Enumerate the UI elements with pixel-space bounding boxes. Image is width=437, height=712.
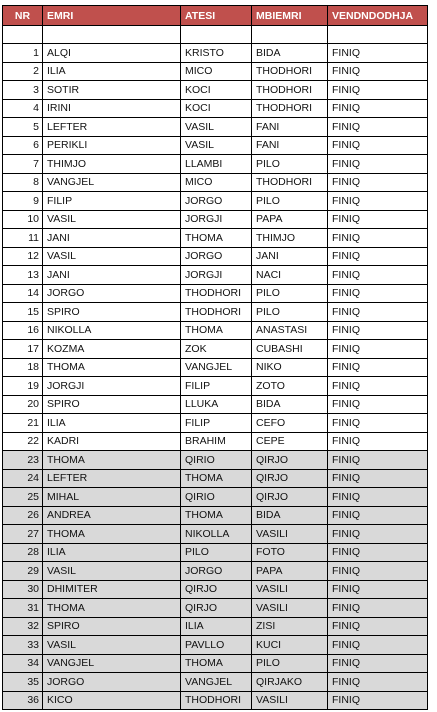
- table-row: [3, 44, 428, 63]
- cell-emri[interactable]: VASIL: [43, 210, 181, 229]
- table-row: [3, 247, 428, 266]
- cell-atesi[interactable]: QIRIO: [181, 451, 252, 470]
- table-row: [3, 173, 428, 192]
- cell-atesi[interactable]: FILIP: [181, 377, 252, 396]
- table-row: [3, 210, 428, 229]
- cell-vendndodhja[interactable]: FINIQ: [328, 266, 428, 285]
- cell-atesi[interactable]: THOMA: [181, 469, 252, 488]
- cell-mbiemri[interactable]: NIKO: [252, 358, 328, 377]
- cell-atesi[interactable]: KOCI: [181, 99, 252, 118]
- cell-nr[interactable]: 2: [3, 62, 43, 81]
- cell-vendndodhja[interactable]: FINIQ: [328, 525, 428, 544]
- cell-nr[interactable]: 14: [3, 284, 43, 303]
- cell-mbiemri[interactable]: FANI: [252, 118, 328, 137]
- cell-atesi[interactable]: FILIP: [181, 414, 252, 433]
- table-row: [3, 432, 428, 451]
- cell-mbiemri[interactable]: VASILI: [252, 580, 328, 599]
- cell-vendndodhja[interactable]: FINIQ: [328, 488, 428, 507]
- cell-nr[interactable]: 36: [3, 691, 43, 710]
- table-row: [3, 155, 428, 174]
- table-row: [3, 321, 428, 340]
- cell-vendndodhja[interactable]: FINIQ: [328, 210, 428, 229]
- cell-mbiemri[interactable]: CEFO: [252, 414, 328, 433]
- table-row: [3, 136, 428, 155]
- cell-vendndodhja[interactable]: FINIQ: [328, 654, 428, 673]
- table-row: [3, 303, 428, 322]
- cell-nr[interactable]: 25: [3, 488, 43, 507]
- cell-nr[interactable]: 31: [3, 599, 43, 618]
- cell-vendndodhja[interactable]: FINIQ: [328, 506, 428, 525]
- cell-mbiemri[interactable]: FANI: [252, 136, 328, 155]
- cell-vendndodhja[interactable]: FINIQ: [328, 340, 428, 359]
- cell-emri[interactable]: ILIA: [43, 62, 181, 81]
- cell-emri[interactable]: JORGO: [43, 673, 181, 692]
- table-row: [3, 543, 428, 562]
- cell-emri[interactable]: ILIA: [43, 414, 181, 433]
- cell-nr[interactable]: 13: [3, 266, 43, 285]
- table-row: [3, 99, 428, 118]
- cell-mbiemri[interactable]: VASILI: [252, 525, 328, 544]
- cell-emri[interactable]: VANGJEL: [43, 173, 181, 192]
- cell-emri[interactable]: VANGJEL: [43, 654, 181, 673]
- cell-emri[interactable]: JORGJI: [43, 377, 181, 396]
- cell-emri[interactable]: JANI: [43, 229, 181, 248]
- cell-emri[interactable]: IRINI: [43, 99, 181, 118]
- cell-emri[interactable]: PERIKLI: [43, 136, 181, 155]
- cell-mbiemri[interactable]: PILO: [252, 654, 328, 673]
- cell-nr[interactable]: 7: [3, 155, 43, 174]
- cell-atesi[interactable]: LLAMBI: [181, 155, 252, 174]
- cell-mbiemri[interactable]: BIDA: [252, 506, 328, 525]
- cell-nr[interactable]: 34: [3, 654, 43, 673]
- cell-atesi[interactable]: JORGJI: [181, 266, 252, 285]
- cell-emri[interactable]: VASIL: [43, 247, 181, 266]
- cell-atesi[interactable]: THOMA: [181, 506, 252, 525]
- cell-vendndodhja[interactable]: FINIQ: [328, 432, 428, 451]
- cell-nr[interactable]: 11: [3, 229, 43, 248]
- cell-vendndodhja[interactable]: FINIQ: [328, 62, 428, 81]
- cell-emri[interactable]: LEFTER: [43, 469, 181, 488]
- cell-mbiemri[interactable]: PILO: [252, 155, 328, 174]
- cell-emri[interactable]: THOMA: [43, 599, 181, 618]
- cell-atesi[interactable]: KRISTO: [181, 44, 252, 63]
- cell-nr[interactable]: 4: [3, 99, 43, 118]
- cell-nr[interactable]: 10: [3, 210, 43, 229]
- cell-vendndodhja[interactable]: FINIQ: [328, 247, 428, 266]
- table-row: [3, 229, 428, 248]
- cell-vendndodhja[interactable]: FINIQ: [328, 395, 428, 414]
- cell-vendndodhja[interactable]: FINIQ: [328, 99, 428, 118]
- cell-atesi[interactable]: QIRJO: [181, 580, 252, 599]
- cell-mbiemri[interactable]: JANI: [252, 247, 328, 266]
- cell-emri[interactable]: MIHAL: [43, 488, 181, 507]
- cell-nr[interactable]: 24: [3, 469, 43, 488]
- cell-atesi[interactable]: THOMA: [181, 229, 252, 248]
- cell-mbiemri[interactable]: THODHORI: [252, 173, 328, 192]
- cell-emri[interactable]: ALQI: [43, 44, 181, 63]
- table-row: [3, 358, 428, 377]
- cell-vendndodhja[interactable]: FINIQ: [328, 377, 428, 396]
- cell-mbiemri[interactable]: VASILI: [252, 599, 328, 618]
- cell-vendndodhja[interactable]: FINIQ: [328, 580, 428, 599]
- cell-atesi[interactable]: QIRJO: [181, 599, 252, 618]
- cell-atesi[interactable]: ZOK: [181, 340, 252, 359]
- cell-vendndodhja[interactable]: FINIQ: [328, 617, 428, 636]
- cell-atesi[interactable]: PILO: [181, 543, 252, 562]
- header-nr[interactable]: NR: [3, 6, 43, 26]
- cell-atesi[interactable]: PAVLLO: [181, 636, 252, 655]
- cell-mbiemri[interactable]: ANASTASI: [252, 321, 328, 340]
- cell-mbiemri[interactable]: CEPE: [252, 432, 328, 451]
- table-row: [3, 580, 428, 599]
- cell-nr[interactable]: 32: [3, 617, 43, 636]
- cell-vendndodhja[interactable]: FINIQ: [328, 451, 428, 470]
- cell-mbiemri[interactable]: QIRJAKO: [252, 673, 328, 692]
- cell-mbiemri[interactable]: BIDA: [252, 44, 328, 63]
- cell-vendndodhja[interactable]: FINIQ: [328, 562, 428, 581]
- blank-cell[interactable]: [43, 26, 181, 44]
- cell-atesi[interactable]: VANGJEL: [181, 673, 252, 692]
- cell-vendndodhja[interactable]: FINIQ: [328, 118, 428, 137]
- cell-mbiemri[interactable]: PILO: [252, 284, 328, 303]
- cell-emri[interactable]: JORGO: [43, 284, 181, 303]
- cell-nr[interactable]: 29: [3, 562, 43, 581]
- cell-emri[interactable]: KADRI: [43, 432, 181, 451]
- cell-nr[interactable]: 22: [3, 432, 43, 451]
- cell-nr[interactable]: 30: [3, 580, 43, 599]
- cell-atesi[interactable]: MICO: [181, 173, 252, 192]
- cell-nr[interactable]: 26: [3, 506, 43, 525]
- cell-emri[interactable]: KICO: [43, 691, 181, 710]
- cell-emri[interactable]: THOMA: [43, 525, 181, 544]
- cell-mbiemri[interactable]: THODHORI: [252, 62, 328, 81]
- cell-emri[interactable]: THOMA: [43, 358, 181, 377]
- table-row: [3, 469, 428, 488]
- table-row: [3, 62, 428, 81]
- cell-mbiemri[interactable]: BIDA: [252, 395, 328, 414]
- cell-nr[interactable]: 21: [3, 414, 43, 433]
- cell-mbiemri[interactable]: QIRJO: [252, 451, 328, 470]
- cell-vendndodhja[interactable]: FINIQ: [328, 636, 428, 655]
- cell-atesi[interactable]: JORGJI: [181, 210, 252, 229]
- blank-cell[interactable]: [181, 26, 252, 44]
- cell-nr[interactable]: 6: [3, 136, 43, 155]
- table-row: [3, 192, 428, 211]
- cell-mbiemri[interactable]: PILO: [252, 303, 328, 322]
- table-row: [3, 377, 428, 396]
- cell-vendndodhja[interactable]: FINIQ: [328, 229, 428, 248]
- table-row: [3, 395, 428, 414]
- cell-nr[interactable]: 35: [3, 673, 43, 692]
- cell-nr[interactable]: 5: [3, 118, 43, 137]
- cell-atesi[interactable]: JORGO: [181, 192, 252, 211]
- cell-mbiemri[interactable]: THODHORI: [252, 81, 328, 100]
- cell-emri[interactable]: SOTIR: [43, 81, 181, 100]
- cell-mbiemri[interactable]: VASILI: [252, 691, 328, 710]
- cell-vendndodhja[interactable]: FINIQ: [328, 321, 428, 340]
- cell-nr[interactable]: 18: [3, 358, 43, 377]
- cell-atesi[interactable]: THOMA: [181, 654, 252, 673]
- cell-emri[interactable]: FILIP: [43, 192, 181, 211]
- cell-mbiemri[interactable]: PILO: [252, 192, 328, 211]
- cell-vendndodhja[interactable]: FINIQ: [328, 691, 428, 710]
- cell-vendndodhja[interactable]: FINIQ: [328, 44, 428, 63]
- cell-vendndodhja[interactable]: FINIQ: [328, 284, 428, 303]
- cell-atesi[interactable]: QIRIO: [181, 488, 252, 507]
- cell-atesi[interactable]: NIKOLLA: [181, 525, 252, 544]
- cell-mbiemri[interactable]: THIMJO: [252, 229, 328, 248]
- cell-atesi[interactable]: MICO: [181, 62, 252, 81]
- cell-nr[interactable]: 9: [3, 192, 43, 211]
- cell-nr[interactable]: 17: [3, 340, 43, 359]
- header-emri[interactable]: EMRI: [43, 6, 181, 26]
- cell-vendndodhja[interactable]: FINIQ: [328, 192, 428, 211]
- cell-nr[interactable]: 12: [3, 247, 43, 266]
- cell-vendndodhja[interactable]: FINIQ: [328, 469, 428, 488]
- table-row: [3, 636, 428, 655]
- table-row: [3, 451, 428, 470]
- blank-row: [3, 26, 428, 44]
- cell-emri[interactable]: ILIA: [43, 543, 181, 562]
- cell-nr[interactable]: 15: [3, 303, 43, 322]
- cell-mbiemri[interactable]: KUCI: [252, 636, 328, 655]
- cell-emri[interactable]: ANDREA: [43, 506, 181, 525]
- cell-nr[interactable]: 3: [3, 81, 43, 100]
- table-row: [3, 284, 428, 303]
- table-row: [3, 691, 428, 710]
- cell-atesi[interactable]: THOMA: [181, 321, 252, 340]
- blank-cell[interactable]: [252, 26, 328, 44]
- cell-mbiemri[interactable]: NACI: [252, 266, 328, 285]
- cell-mbiemri[interactable]: CUBASHI: [252, 340, 328, 359]
- cell-nr[interactable]: 16: [3, 321, 43, 340]
- cell-vendndodhja[interactable]: FINIQ: [328, 136, 428, 155]
- cell-nr[interactable]: 19: [3, 377, 43, 396]
- table-row: [3, 266, 428, 285]
- cell-atesi[interactable]: VASIL: [181, 118, 252, 137]
- cell-emri[interactable]: KOZMA: [43, 340, 181, 359]
- cell-mbiemri[interactable]: PAPA: [252, 562, 328, 581]
- cell-nr[interactable]: 23: [3, 451, 43, 470]
- cell-atesi[interactable]: ILIA: [181, 617, 252, 636]
- table-row: [3, 118, 428, 137]
- cell-mbiemri[interactable]: QIRJO: [252, 488, 328, 507]
- table-row: [3, 414, 428, 433]
- blank-cell[interactable]: [328, 26, 428, 44]
- table-row: [3, 599, 428, 618]
- cell-atesi[interactable]: THODHORI: [181, 284, 252, 303]
- cell-mbiemri[interactable]: FOTO: [252, 543, 328, 562]
- cell-mbiemri[interactable]: THODHORI: [252, 99, 328, 118]
- cell-mbiemri[interactable]: QIRJO: [252, 469, 328, 488]
- cell-emri[interactable]: SPIRO: [43, 617, 181, 636]
- cell-emri[interactable]: NIKOLLA: [43, 321, 181, 340]
- cell-emri[interactable]: LEFTER: [43, 118, 181, 137]
- header-atesi[interactable]: ATESI: [181, 6, 252, 26]
- table-row: [3, 525, 428, 544]
- cell-emri[interactable]: DHIMITER: [43, 580, 181, 599]
- blank-cell[interactable]: [3, 26, 43, 44]
- cell-vendndodhja[interactable]: FINIQ: [328, 673, 428, 692]
- table-row: [3, 673, 428, 692]
- cell-vendndodhja[interactable]: FINIQ: [328, 303, 428, 322]
- cell-nr[interactable]: 1: [3, 44, 43, 63]
- cell-mbiemri[interactable]: PAPA: [252, 210, 328, 229]
- cell-atesi[interactable]: VASIL: [181, 136, 252, 155]
- cell-mbiemri[interactable]: ZISI: [252, 617, 328, 636]
- table-row: [3, 654, 428, 673]
- table-row: [3, 506, 428, 525]
- cell-atesi[interactable]: THODHORI: [181, 691, 252, 710]
- cell-atesi[interactable]: BRAHIM: [181, 432, 252, 451]
- table-row: [3, 562, 428, 581]
- cell-vendndodhja[interactable]: FINIQ: [328, 543, 428, 562]
- cell-mbiemri[interactable]: ZOTO: [252, 377, 328, 396]
- cell-emri[interactable]: SPIRO: [43, 395, 181, 414]
- header-row: [3, 6, 428, 26]
- cell-vendndodhja[interactable]: FINIQ: [328, 358, 428, 377]
- cell-vendndodhja[interactable]: FINIQ: [328, 173, 428, 192]
- cell-nr[interactable]: 33: [3, 636, 43, 655]
- cell-atesi[interactable]: JORGO: [181, 562, 252, 581]
- cell-emri[interactable]: JANI: [43, 266, 181, 285]
- cell-nr[interactable]: 28: [3, 543, 43, 562]
- cell-nr[interactable]: 27: [3, 525, 43, 544]
- table-row: [3, 488, 428, 507]
- cell-atesi[interactable]: JORGO: [181, 247, 252, 266]
- header-vendndodhja[interactable]: VENDNDODHJA: [328, 6, 428, 26]
- cell-vendndodhja[interactable]: FINIQ: [328, 81, 428, 100]
- table-row: [3, 340, 428, 359]
- cell-vendndodhja[interactable]: FINIQ: [328, 414, 428, 433]
- cell-emri[interactable]: VASIL: [43, 562, 181, 581]
- cell-emri[interactable]: THOMA: [43, 451, 181, 470]
- cell-atesi[interactable]: KOCI: [181, 81, 252, 100]
- cell-nr[interactable]: 8: [3, 173, 43, 192]
- cell-emri[interactable]: VASIL: [43, 636, 181, 655]
- cell-vendndodhja[interactable]: FINIQ: [328, 599, 428, 618]
- cell-nr[interactable]: 20: [3, 395, 43, 414]
- table-row: [3, 81, 428, 100]
- cell-atesi[interactable]: THODHORI: [181, 303, 252, 322]
- cell-atesi[interactable]: LLUKA: [181, 395, 252, 414]
- header-mbiemri[interactable]: MBIEMRI: [252, 6, 328, 26]
- table-row: [3, 617, 428, 636]
- names-table: [2, 5, 428, 710]
- cell-atesi[interactable]: VANGJEL: [181, 358, 252, 377]
- cell-emri[interactable]: THIMJO: [43, 155, 181, 174]
- cell-vendndodhja[interactable]: FINIQ: [328, 155, 428, 174]
- cell-emri[interactable]: SPIRO: [43, 303, 181, 322]
